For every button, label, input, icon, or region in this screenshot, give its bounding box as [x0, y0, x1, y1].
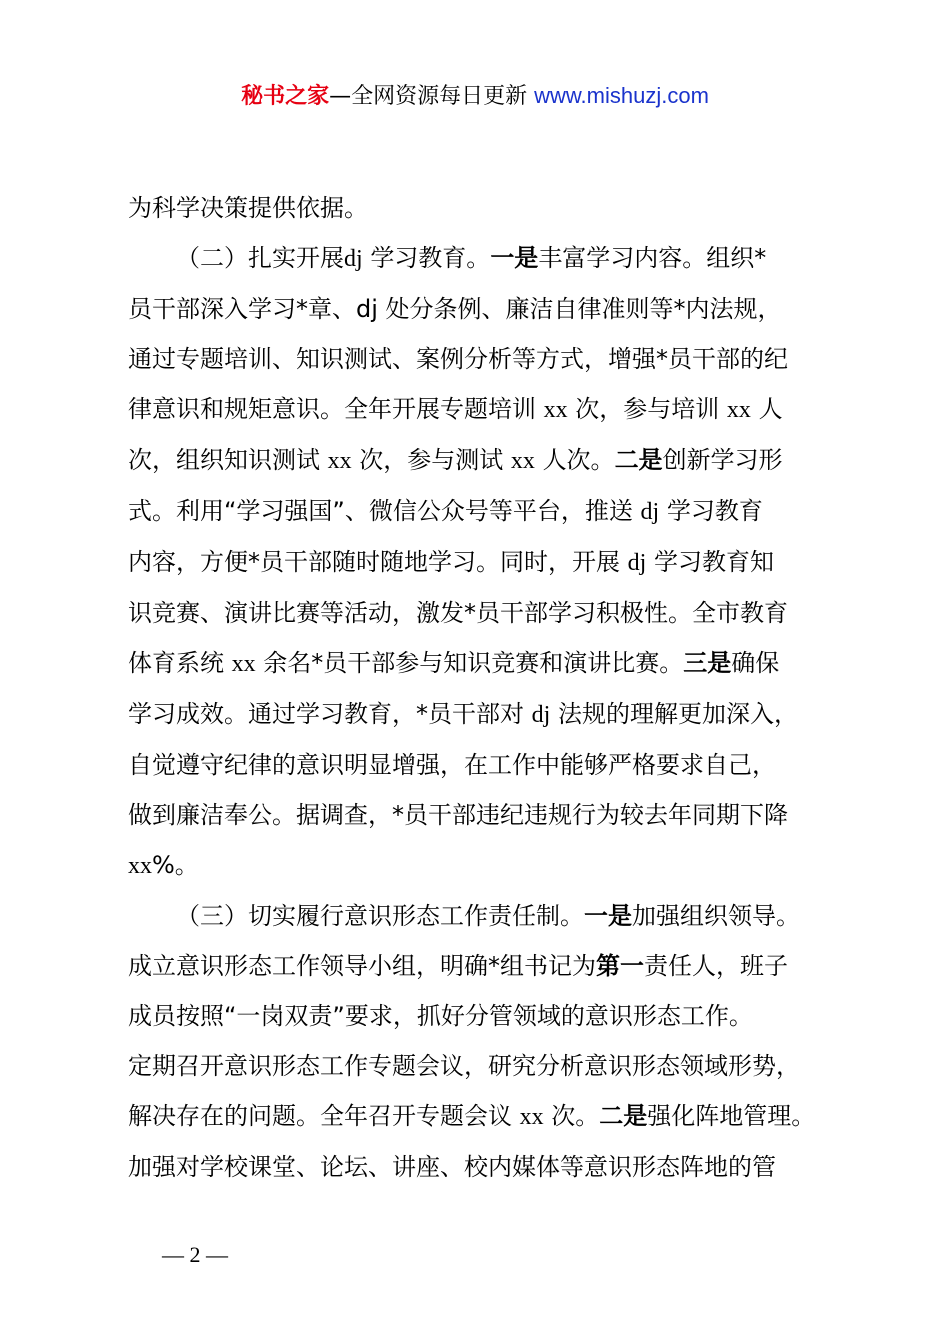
page-number: — 2 —	[162, 1242, 228, 1267]
site-url-link[interactable]: www.mishuzj.com	[534, 83, 709, 108]
header-tagline: —全网资源每日更新	[329, 84, 528, 109]
text-line: 员干部深入学习*章、dj 处分条例、廉洁自律准则等*内法规，	[128, 295, 782, 323]
text-line: 律意识和规矩意识。全年开展专题培训 xx 次，参与培训 xx 人	[128, 395, 783, 423]
text-line: 式。利用“学习强国”、微信公众号等平台，推送 dj 学习教育	[128, 497, 763, 525]
bold-marker: 第一	[596, 952, 644, 980]
text-line: 学习成效。通过学习教育，*员干部对 dj 法规的理解更加深入，	[128, 700, 798, 728]
bold-marker: 二是	[599, 1102, 648, 1130]
text-line: 定期召开意识形态工作专题会议，研究分析意识形态领域形势，	[128, 1052, 800, 1080]
text-line: 内容，方便*员干部随时随地学习。同时，开展 dj 学习教育知	[128, 548, 774, 576]
text-line: （二）扎实开展dj 学习教育。一是丰富学习内容。组织*	[176, 244, 767, 272]
text-line: 成员按照“一岗双责”要求，抓好分管领域的意识形态工作。	[128, 1002, 753, 1030]
text-line: 成立意识形态工作领导小组，明确*组书记为第一责任人，班子	[128, 952, 788, 980]
text-line: 自觉遵守纪律的意识明显增强，在工作中能够严格要求自己，	[128, 751, 776, 779]
text-line: （三）切实履行意识形态工作责任制。一是加强组织领导。	[176, 902, 800, 930]
text-line: 加强对学校课堂、论坛、讲座、校内媒体等意识形态阵地的管	[128, 1153, 776, 1181]
bold-marker: 二是	[614, 446, 663, 474]
text-line: 识竞赛、演讲比赛等活动，激发*员干部学习积极性。全市教育	[128, 599, 788, 627]
text-line: 做到廉洁奉公。据调查，*员干部违纪违规行为较去年同期下降	[128, 801, 788, 829]
text-line: 体育系统 xx 余名*员干部参与知识竞赛和演讲比赛。三是确保	[128, 649, 780, 677]
text-line: 次，组织知识测试 xx 次，参与测试 xx 人次。二是创新学习形	[128, 446, 783, 474]
bold-marker: 三是	[683, 649, 732, 677]
text-line: 通过专题培训、知识测试、案例分析等方式，增强*员干部的纪	[128, 345, 788, 373]
text-line: xx%。	[128, 851, 199, 879]
site-header	[0, 80, 950, 113]
bold-marker: 一是	[584, 902, 632, 930]
brand-name: 秘书之家	[241, 84, 330, 109]
text-line: 解决存在的问题。全年召开专题会议 xx 次。二是强化阵地管理。	[128, 1102, 816, 1130]
document-body	[128, 183, 828, 1192]
text-line: 为科学决策提供依据。	[128, 194, 368, 222]
bold-marker: 一是	[490, 244, 539, 272]
